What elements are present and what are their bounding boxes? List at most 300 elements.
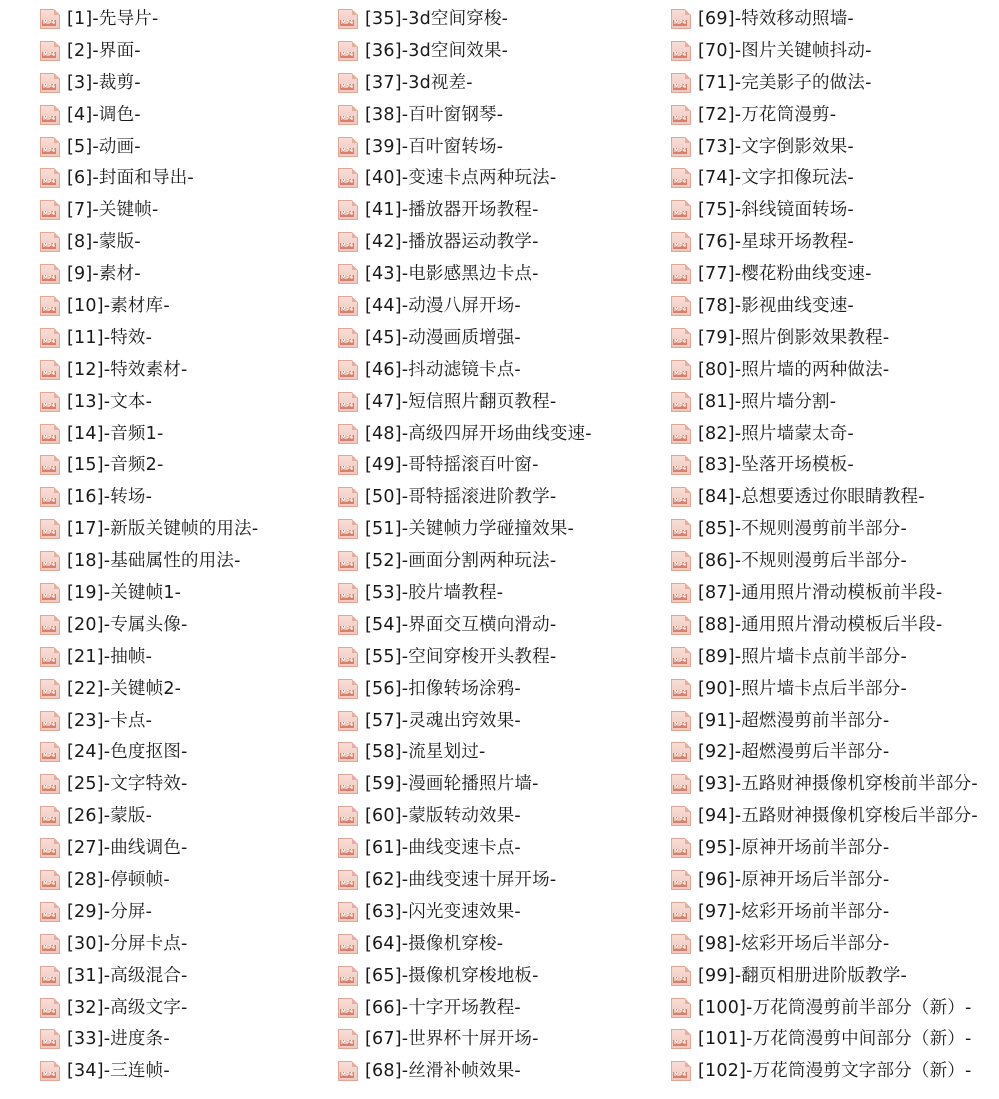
mp4-file-icon [671, 73, 691, 93]
mp4-file-icon [338, 647, 358, 667]
mp4-tag: MP4 [341, 19, 354, 26]
file-item[interactable] [338, 513, 592, 545]
file-item[interactable] [40, 641, 258, 673]
file-name: [56]-扣像转场涂鸦- [365, 678, 521, 699]
mp4-tag: MP4 [341, 530, 354, 537]
file-item[interactable] [338, 131, 592, 163]
mp4-file-icon [671, 647, 691, 667]
file-name: [99]-翻页相册进阶版教学- [698, 965, 908, 986]
file-item[interactable] [338, 194, 592, 226]
file-item[interactable] [40, 545, 258, 577]
mp4-file-icon [40, 615, 60, 635]
file-item[interactable] [40, 992, 258, 1024]
file-item[interactable] [671, 705, 978, 737]
mp4-file-icon [40, 455, 60, 475]
mp4-file-icon [338, 105, 358, 125]
file-name: [55]-空间穿梭开头教程- [365, 646, 557, 667]
file-name: [79]-照片倒影效果教程- [698, 327, 890, 348]
file-name: [8]-蒙版- [67, 232, 141, 253]
file-name: [47]-短信照片翻页教程- [365, 391, 557, 412]
mp4-tag: MP4 [674, 753, 687, 760]
mp4-tag: MP4 [674, 944, 687, 951]
file-item[interactable] [40, 896, 258, 928]
mp4-tag: MP4 [674, 243, 687, 250]
mp4-file-icon [671, 424, 691, 444]
mp4-file-icon [338, 200, 358, 220]
file-item[interactable] [338, 673, 592, 705]
mp4-file-icon [338, 551, 358, 571]
mp4-tag: MP4 [43, 402, 56, 409]
mp4-file-icon [671, 934, 691, 954]
file-name: [19]-关键帧1- [67, 582, 182, 603]
mp4-tag: MP4 [43, 179, 56, 186]
file-name: [43]-电影感黑边卡点- [365, 264, 539, 285]
file-name: [97]-炫彩开场前半部分- [698, 901, 890, 922]
file-item[interactable] [40, 513, 258, 545]
file-item[interactable] [40, 162, 258, 194]
mp4-tag: MP4 [341, 1008, 354, 1015]
file-item[interactable] [40, 99, 258, 131]
file-item[interactable] [671, 736, 978, 768]
mp4-tag: MP4 [341, 721, 354, 728]
file-item[interactable] [671, 194, 978, 226]
file-item[interactable] [40, 1055, 258, 1087]
mp4-tag: MP4 [341, 976, 354, 983]
mp4-tag: MP4 [43, 562, 56, 569]
file-item[interactable] [40, 768, 258, 800]
file-name: [65]-摄像机穿梭地板- [365, 965, 539, 986]
file-name: [18]-基础属性的用法- [67, 551, 241, 572]
file-item[interactable] [338, 832, 592, 864]
file-name: [63]-闪光变速效果- [365, 901, 521, 922]
file-item[interactable] [671, 896, 978, 928]
file-item[interactable] [40, 673, 258, 705]
mp4-file-icon [671, 105, 691, 125]
mp4-tag: MP4 [674, 147, 687, 154]
mp4-file-icon [40, 583, 60, 603]
file-item[interactable] [338, 1055, 592, 1087]
file-name: [32]-高级文字- [67, 997, 188, 1018]
mp4-file-icon [40, 137, 60, 157]
file-item[interactable] [338, 992, 592, 1024]
file-item[interactable] [671, 354, 978, 386]
mp4-tag: MP4 [43, 338, 56, 345]
file-item[interactable] [671, 641, 978, 673]
file-name: [75]-斜线镜面转场- [698, 200, 854, 221]
file-item[interactable] [40, 960, 258, 992]
file-item[interactable] [671, 609, 978, 641]
mp4-file-icon [40, 424, 60, 444]
mp4-file-icon [671, 392, 691, 412]
mp4-file-icon [338, 966, 358, 986]
file-item[interactable] [40, 705, 258, 737]
file-item[interactable] [40, 35, 258, 67]
file-name: [21]-抽帧- [67, 646, 153, 667]
file-item[interactable] [40, 449, 258, 481]
mp4-tag: MP4 [341, 338, 354, 345]
file-name: [74]-文字扣像玩法- [698, 168, 854, 189]
mp4-tag: MP4 [43, 83, 56, 90]
file-item[interactable] [671, 864, 978, 896]
file-name: [96]-原神开场后半部分- [698, 869, 890, 890]
file-item[interactable] [671, 67, 978, 99]
file-name: [41]-播放器开场教程- [365, 200, 539, 221]
file-item[interactable] [40, 577, 258, 609]
file-item[interactable] [338, 226, 592, 258]
file-item[interactable] [671, 1055, 978, 1087]
file-item[interactable] [40, 736, 258, 768]
file-column-3 [671, 3, 978, 1087]
mp4-tag: MP4 [43, 689, 56, 696]
mp4-tag: MP4 [43, 1040, 56, 1047]
file-item[interactable] [40, 800, 258, 832]
file-item[interactable] [671, 545, 978, 577]
file-name: [59]-漫画轮播照片墙- [365, 774, 539, 795]
file-item[interactable] [40, 290, 258, 322]
mp4-tag: MP4 [341, 562, 354, 569]
mp4-tag: MP4 [43, 1008, 56, 1015]
mp4-file-icon [671, 519, 691, 539]
mp4-tag: MP4 [674, 849, 687, 856]
mp4-tag: MP4 [674, 466, 687, 473]
mp4-tag: MP4 [674, 1072, 687, 1079]
mp4-tag: MP4 [43, 1072, 56, 1079]
file-item[interactable] [40, 864, 258, 896]
mp4-tag: MP4 [43, 434, 56, 441]
file-item[interactable] [338, 99, 592, 131]
file-name: [24]-色度抠图- [67, 742, 188, 763]
file-name: [22]-关键帧2- [67, 678, 182, 699]
file-item[interactable] [338, 960, 592, 992]
file-name: [25]-文字特效- [67, 774, 188, 795]
mp4-file-icon [338, 487, 358, 507]
mp4-file-icon [671, 1061, 691, 1081]
file-name: [12]-特效素材- [67, 359, 188, 380]
file-item[interactable] [338, 545, 592, 577]
file-name: [51]-关键帧力学碰撞效果- [365, 519, 575, 540]
file-item[interactable] [40, 1024, 258, 1056]
mp4-file-icon [338, 679, 358, 699]
file-name: [10]-素材库- [67, 295, 170, 316]
file-name: [39]-百叶窗转场- [365, 136, 504, 157]
mp4-tag: MP4 [341, 211, 354, 218]
file-item[interactable] [338, 322, 592, 354]
file-item[interactable] [40, 418, 258, 450]
mp4-file-icon [338, 1061, 358, 1081]
file-name: [37]-3d视差- [365, 72, 473, 93]
file-item[interactable] [338, 768, 592, 800]
file-item[interactable] [671, 768, 978, 800]
mp4-file-icon [40, 41, 60, 61]
mp4-tag: MP4 [341, 849, 354, 856]
file-item[interactable] [338, 290, 592, 322]
file-item[interactable] [338, 258, 592, 290]
mp4-file-icon [338, 711, 358, 731]
file-name: [66]-十字开场教程- [365, 997, 521, 1018]
file-column-1 [40, 3, 258, 1087]
file-item[interactable] [671, 449, 978, 481]
mp4-file-icon [40, 1061, 60, 1081]
mp4-tag: MP4 [43, 721, 56, 728]
mp4-file-icon [338, 902, 358, 922]
mp4-tag: MP4 [341, 306, 354, 313]
file-name: [15]-音频2- [67, 455, 164, 476]
mp4-file-icon [338, 168, 358, 188]
file-name: [88]-通用照片滑动模板后半段- [698, 614, 943, 635]
file-name: [4]-调色- [67, 104, 141, 125]
mp4-file-icon [40, 647, 60, 667]
file-name: [70]-图片关键帧抖动- [698, 40, 872, 61]
file-name: [40]-变速卡点两种玩法- [365, 168, 557, 189]
mp4-file-icon [40, 168, 60, 188]
mp4-file-icon [338, 583, 358, 603]
mp4-file-icon [40, 679, 60, 699]
file-item[interactable] [338, 35, 592, 67]
file-item[interactable] [338, 800, 592, 832]
file-item[interactable] [671, 1024, 978, 1056]
mp4-tag: MP4 [341, 370, 354, 377]
file-item[interactable] [40, 609, 258, 641]
file-item[interactable] [671, 258, 978, 290]
file-name: [58]-流星划过- [365, 742, 486, 763]
mp4-tag: MP4 [341, 466, 354, 473]
file-name: [34]-三连帧- [67, 1061, 170, 1082]
file-name: [27]-曲线调色- [67, 838, 188, 859]
mp4-tag: MP4 [341, 115, 354, 122]
mp4-tag: MP4 [674, 912, 687, 919]
mp4-file-icon [40, 296, 60, 316]
mp4-file-icon [338, 296, 358, 316]
mp4-file-icon [671, 9, 691, 29]
file-item[interactable] [338, 354, 592, 386]
mp4-file-icon [338, 806, 358, 826]
mp4-file-icon [40, 200, 60, 220]
file-item[interactable] [338, 1024, 592, 1056]
file-item[interactable] [671, 418, 978, 450]
mp4-file-icon [671, 742, 691, 762]
file-item[interactable] [671, 928, 978, 960]
file-item[interactable] [338, 67, 592, 99]
file-name: [82]-照片墙蒙太奇- [698, 423, 854, 444]
file-item[interactable] [671, 513, 978, 545]
file-name: [80]-照片墙的两种做法- [698, 359, 890, 380]
file-item[interactable] [338, 896, 592, 928]
mp4-tag: MP4 [674, 51, 687, 58]
file-name: [11]-特效- [67, 327, 153, 348]
mp4-tag: MP4 [674, 593, 687, 600]
file-item[interactable] [671, 290, 978, 322]
file-item[interactable] [40, 386, 258, 418]
mp4-file-icon [671, 966, 691, 986]
file-item[interactable] [671, 131, 978, 163]
file-item[interactable] [338, 864, 592, 896]
file-name: [53]-胶片墙教程- [365, 582, 504, 603]
file-item[interactable] [338, 3, 592, 35]
file-name: [60]-蒙版转动效果- [365, 806, 521, 827]
mp4-file-icon [338, 137, 358, 157]
file-item[interactable] [671, 673, 978, 705]
file-name: [85]-不规则漫剪前半部分- [698, 519, 908, 540]
mp4-file-icon [40, 870, 60, 890]
file-name: [83]-坠落开场模板- [698, 455, 854, 476]
mp4-tag: MP4 [43, 275, 56, 282]
mp4-file-icon [338, 328, 358, 348]
file-name: [5]-动画- [67, 136, 141, 157]
mp4-file-icon [338, 1029, 358, 1049]
file-item[interactable] [40, 832, 258, 864]
file-item[interactable] [671, 800, 978, 832]
mp4-tag: MP4 [341, 275, 354, 282]
mp4-file-icon [40, 73, 60, 93]
mp4-file-icon [671, 1029, 691, 1049]
mp4-file-icon [671, 998, 691, 1018]
file-name: [31]-高级混合- [67, 965, 188, 986]
mp4-tag: MP4 [43, 944, 56, 951]
mp4-tag: MP4 [674, 306, 687, 313]
mp4-file-icon [338, 742, 358, 762]
file-item[interactable] [40, 928, 258, 960]
file-item[interactable] [40, 67, 258, 99]
file-name: [67]-世界杯十屏开场- [365, 1029, 539, 1050]
mp4-file-icon [338, 934, 358, 954]
mp4-file-icon [671, 200, 691, 220]
file-name: [14]-音频1- [67, 423, 164, 444]
mp4-file-icon [338, 232, 358, 252]
mp4-file-icon [338, 519, 358, 539]
mp4-tag: MP4 [43, 753, 56, 760]
mp4-tag: MP4 [674, 275, 687, 282]
file-item[interactable] [40, 258, 258, 290]
file-item[interactable] [40, 354, 258, 386]
mp4-file-icon [671, 838, 691, 858]
file-name: [61]-曲线变速卡点- [365, 838, 521, 859]
file-name: [77]-樱花粉曲线变速- [698, 264, 872, 285]
mp4-tag: MP4 [341, 593, 354, 600]
mp4-tag: MP4 [341, 785, 354, 792]
mp4-file-icon [40, 806, 60, 826]
mp4-file-icon [40, 392, 60, 412]
file-item[interactable] [338, 449, 592, 481]
file-item[interactable] [671, 386, 978, 418]
mp4-tag: MP4 [43, 912, 56, 919]
mp4-file-icon [671, 137, 691, 157]
file-item[interactable] [671, 162, 978, 194]
file-name: [50]-哥特摇滚进阶教学- [365, 487, 557, 508]
mp4-tag: MP4 [674, 1008, 687, 1015]
mp4-tag: MP4 [43, 147, 56, 154]
file-item[interactable] [338, 928, 592, 960]
mp4-tag: MP4 [341, 51, 354, 58]
mp4-file-icon [338, 73, 358, 93]
mp4-file-icon [338, 360, 358, 380]
mp4-tag: MP4 [341, 498, 354, 505]
file-item[interactable] [671, 992, 978, 1024]
mp4-file-icon [40, 360, 60, 380]
file-item[interactable] [338, 418, 592, 450]
file-name: [101]-万花筒漫剪中间部分（新）- [698, 1029, 972, 1050]
mp4-tag: MP4 [43, 466, 56, 473]
file-item[interactable] [338, 386, 592, 418]
mp4-tag: MP4 [674, 19, 687, 26]
file-item[interactable] [671, 35, 978, 67]
file-item[interactable] [338, 705, 592, 737]
mp4-file-icon [40, 966, 60, 986]
mp4-file-icon [338, 998, 358, 1018]
mp4-file-icon [40, 838, 60, 858]
mp4-tag: MP4 [674, 434, 687, 441]
mp4-tag: MP4 [674, 211, 687, 218]
file-item[interactable] [40, 194, 258, 226]
file-name: [45]-动漫画质增强- [365, 327, 521, 348]
file-item[interactable] [40, 226, 258, 258]
mp4-file-icon [40, 711, 60, 731]
file-name: [94]-五路财神摄像机穿梭后半部分- [698, 806, 978, 827]
file-item[interactable] [671, 960, 978, 992]
mp4-file-icon [338, 455, 358, 475]
file-item[interactable] [671, 322, 978, 354]
mp4-file-icon [40, 1029, 60, 1049]
mp4-tag: MP4 [674, 880, 687, 887]
file-name: [62]-曲线变速十屏开场- [365, 869, 557, 890]
file-item[interactable] [338, 736, 592, 768]
mp4-file-icon [338, 838, 358, 858]
file-name: [35]-3d空间穿梭- [365, 8, 509, 29]
mp4-file-icon [40, 105, 60, 125]
mp4-tag: MP4 [43, 976, 56, 983]
mp4-tag: MP4 [43, 593, 56, 600]
mp4-tag: MP4 [674, 370, 687, 377]
file-name: [9]-素材- [67, 264, 141, 285]
mp4-tag: MP4 [43, 625, 56, 632]
file-item[interactable] [338, 641, 592, 673]
file-name: [98]-炫彩开场后半部分- [698, 933, 890, 954]
file-item[interactable] [338, 609, 592, 641]
mp4-tag: MP4 [674, 562, 687, 569]
file-item[interactable] [671, 577, 978, 609]
file-name: [52]-画面分割两种玩法- [365, 551, 557, 572]
mp4-file-icon [671, 679, 691, 699]
mp4-tag: MP4 [674, 785, 687, 792]
file-item[interactable] [671, 832, 978, 864]
file-item[interactable] [671, 3, 978, 35]
mp4-file-icon [671, 615, 691, 635]
file-item[interactable] [40, 131, 258, 163]
mp4-tag: MP4 [341, 402, 354, 409]
file-item[interactable] [671, 99, 978, 131]
mp4-tag: MP4 [341, 1072, 354, 1079]
file-item[interactable] [338, 577, 592, 609]
file-item[interactable] [40, 481, 258, 513]
mp4-tag: MP4 [674, 402, 687, 409]
file-item[interactable] [338, 162, 592, 194]
mp4-file-icon [40, 487, 60, 507]
file-item[interactable] [40, 322, 258, 354]
file-name: [102]-万花筒漫剪文字部分（新）- [698, 1061, 972, 1082]
file-item[interactable] [40, 3, 258, 35]
file-item[interactable] [671, 226, 978, 258]
file-name: [38]-百叶窗钢琴- [365, 104, 504, 125]
file-item[interactable] [671, 481, 978, 513]
file-name: [49]-哥特摇滚百叶窗- [365, 455, 539, 476]
mp4-file-icon [671, 264, 691, 284]
mp4-tag: MP4 [43, 211, 56, 218]
file-item[interactable] [338, 481, 592, 513]
file-name: [68]-丝滑补帧效果- [365, 1061, 521, 1082]
file-name: [23]-卡点- [67, 710, 153, 731]
file-name: [7]-关键帧- [67, 200, 159, 221]
file-name: [46]-抖动滤镜卡点- [365, 359, 521, 380]
mp4-tag: MP4 [341, 753, 354, 760]
